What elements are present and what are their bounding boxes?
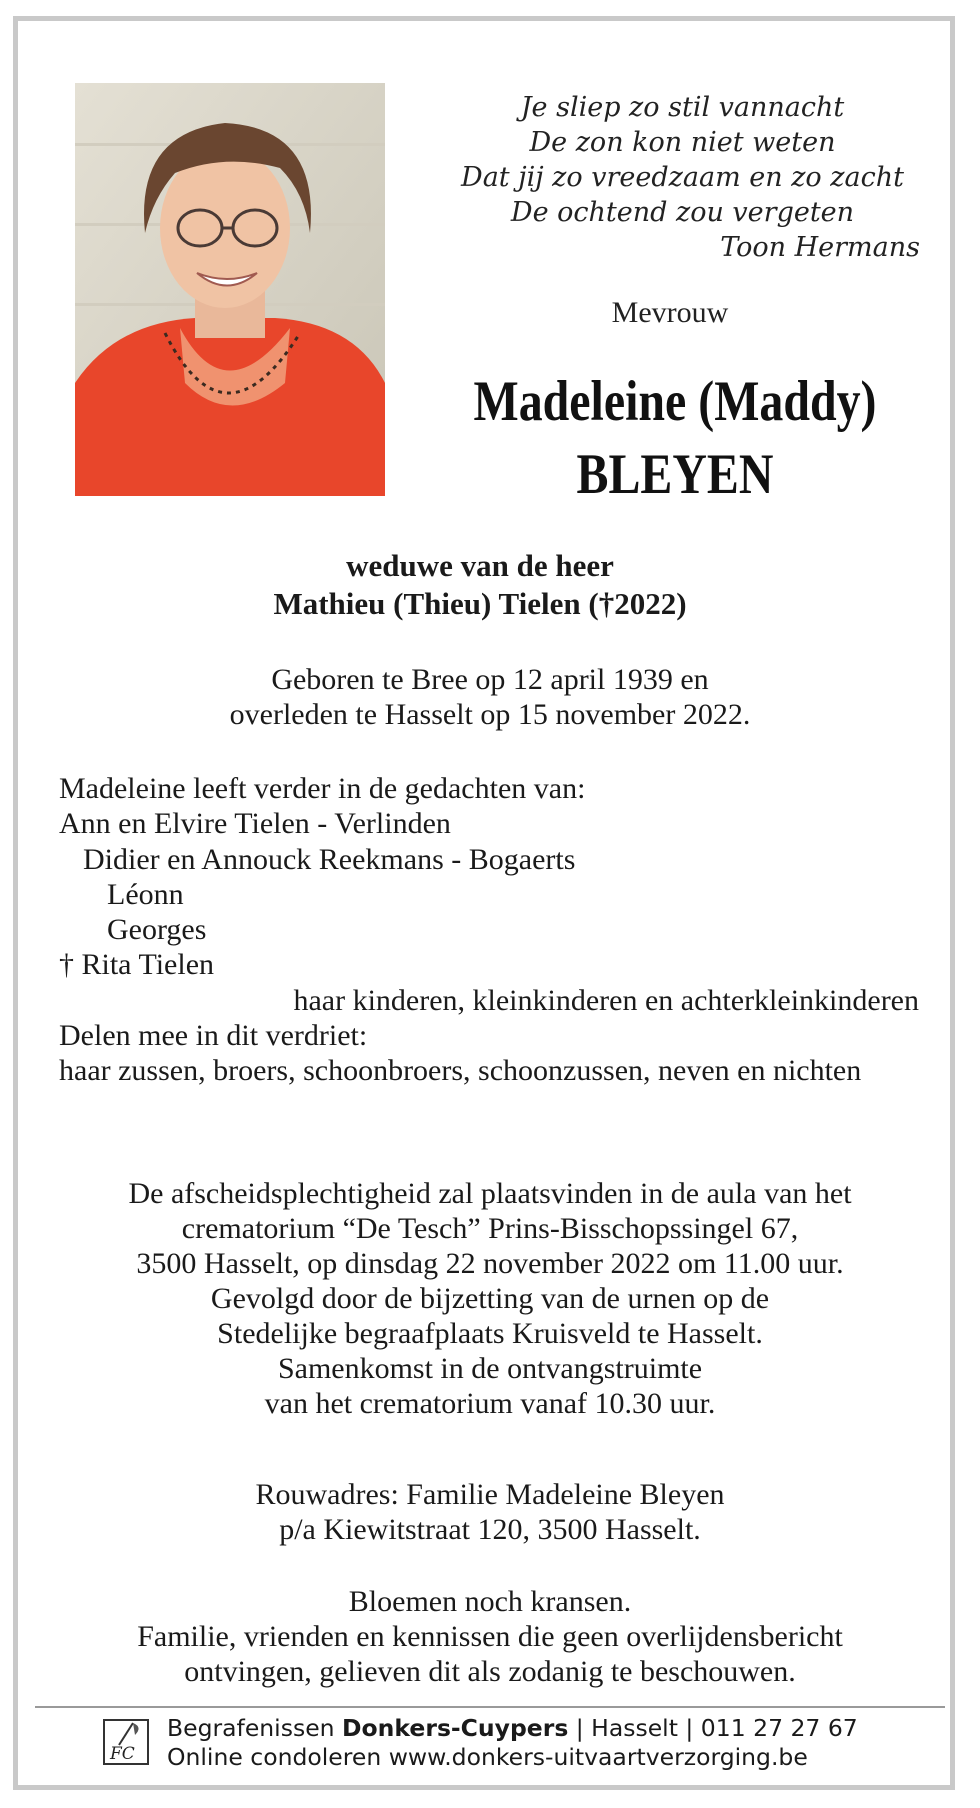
ceremony-details	[45, 1176, 935, 1421]
portrait-photo	[75, 83, 385, 496]
poem-line: De zon kon niet weten	[529, 127, 836, 158]
share-intro: Delen mee in dit verdriet:	[59, 1019, 368, 1053]
flowers-notice	[40, 1584, 940, 1689]
family-intro: Madeleine leeft verder in de gedachten van:	[59, 772, 586, 805]
flowers-line: Bloemen noch kransen.	[348, 1585, 632, 1618]
funeral-home-logo	[103, 1719, 149, 1765]
ceremony-line: De afscheidsplechtigheid zal plaatsvinden in de aula van het	[128, 1177, 852, 1210]
poem-line: Dat jij zo vreedzaam en zo zacht	[461, 162, 904, 193]
death-line: overleden te Hasselt op 15 november 2022.	[229, 698, 751, 731]
footer	[167, 1714, 927, 1772]
ceremony-line: crematorium “De Tesch” Prins-Bisschopssingel 67,	[181, 1212, 799, 1245]
footer-divider	[35, 1706, 945, 1708]
deceased-name	[444, 365, 906, 511]
family-member: † Rita Tielen	[59, 948, 215, 982]
widow-line: weduwe van de heer	[346, 548, 614, 583]
company-name: Donkers-Cuypers	[342, 1714, 569, 1742]
svg-text:FC: FC	[110, 1744, 135, 1764]
poem	[430, 90, 935, 265]
poem-line: De ochtend zou vergeten	[510, 197, 855, 228]
address-line: Rouwadres: Familie Madeleine Bleyen	[255, 1478, 725, 1511]
spouse-name: Mathieu (Thieu) Tielen (†2022)	[273, 586, 687, 621]
honorific: Mevrouw	[611, 296, 729, 329]
family-member: Léonn	[107, 877, 184, 911]
share-list: haar zussen, broers, schoonbroers, schoonzussen, neven en nichten	[59, 1054, 862, 1088]
birth-death-dates	[60, 662, 920, 732]
footer-contact: | Hasselt | 011 27 27 67	[568, 1714, 858, 1742]
footer-website: Online condoleren www.donkers-uitvaartverzorging.be	[167, 1743, 808, 1771]
ceremony-line: Gevolgd door de bijzetting van de urnen op de	[210, 1282, 770, 1315]
ceremony-line: Samenkomst in de ontvangstruimte	[277, 1352, 703, 1385]
first-name: Madeleine (Maddy)	[473, 370, 877, 433]
footer-prefix: Begrafenissen	[167, 1714, 343, 1742]
family-member: Didier en Annouck Reekmans - Bogaerts	[83, 842, 576, 876]
birth-line: Geboren te Bree op 12 april 1939 en	[271, 663, 709, 696]
flowers-line: ontvingen, gelieven dit als zodanig te beschouwen.	[184, 1655, 796, 1688]
address-line: p/a Kiewitstraat 120, 3500 Hasselt.	[279, 1513, 701, 1546]
ceremony-line: van het crematorium vanaf 10.30 uur.	[264, 1387, 716, 1420]
mourning-address	[110, 1477, 870, 1547]
poem-line: Je sliep zo stil vannacht	[520, 92, 845, 123]
family-member: Ann en Elvire Tielen - Verlinden	[59, 807, 451, 841]
last-name: BLEYEN	[576, 443, 774, 506]
flowers-line: Familie, vrienden en kennissen die geen overlijdensbericht	[137, 1620, 843, 1653]
family-relation: haar kinderen, kleinkinderen en achterkleinkinderen	[293, 983, 919, 1017]
widow-notice	[110, 547, 850, 623]
footer-line-1	[167, 1714, 927, 1743]
ceremony-line: Stedelijke begraafplaats Kruisveld te Hasselt.	[217, 1317, 763, 1350]
family-list	[59, 771, 939, 1089]
family-member: Georges	[107, 913, 207, 947]
ceremony-line: 3500 Hasselt, op dinsdag 22 november 2022 om 11.00 uur.	[136, 1247, 844, 1280]
poem-author: Toon Hermans	[720, 232, 920, 263]
